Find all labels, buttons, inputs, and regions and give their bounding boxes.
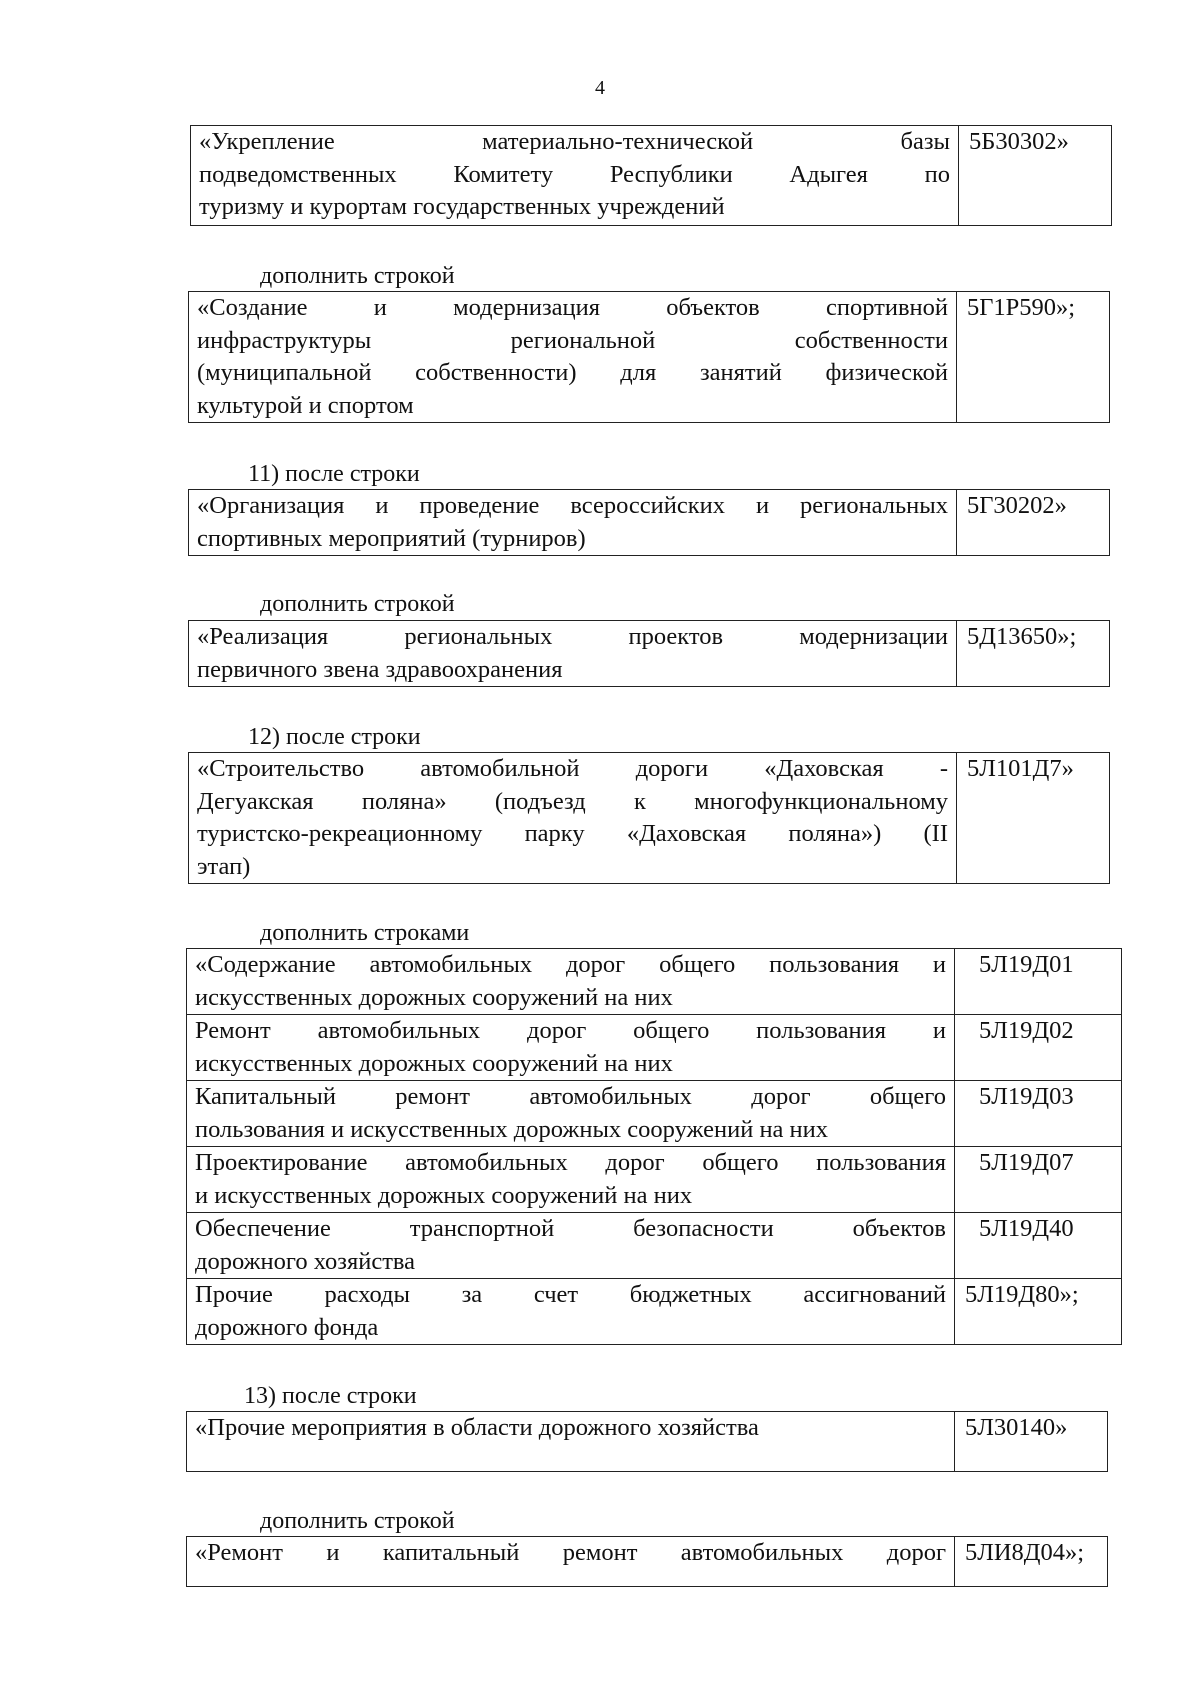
description-line: искусственных дорожных сооружений на них — [195, 983, 673, 1011]
description-cell — [189, 621, 957, 687]
description-line: первичного звена здравоохранения — [197, 655, 563, 683]
code-cell: 5Б30302» — [959, 126, 1112, 226]
section-heading: 12) после строки — [248, 724, 421, 750]
code-cell: 5Л19Д03 — [955, 1081, 1122, 1147]
description-cell — [187, 1081, 955, 1147]
description-line: «Содержание автомобильных дорог общего пользования и — [195, 951, 946, 978]
description-line: культурой и спортом — [197, 391, 414, 419]
table-row — [187, 1213, 1122, 1279]
description-line: «Прочие мероприятия в области дорожного хозяйства — [195, 1414, 759, 1441]
code-cell: 5Д13650»; — [957, 621, 1110, 687]
description-line: Капитальный ремонт автомобильных дорог общего — [195, 1083, 946, 1110]
description-cell — [191, 126, 959, 226]
code-cell: 5ЛИ8Д04»; — [955, 1537, 1108, 1587]
description-line: «Ремонт и капитальный ремонт автомобильных дорог — [195, 1539, 946, 1566]
description-cell — [189, 292, 957, 423]
description-cell — [187, 1213, 955, 1279]
code-cell: 5Г30202» — [957, 490, 1110, 556]
description-line: «Реализация региональных проектов модернизации — [197, 623, 948, 650]
description-line: искусственных дорожных сооружений на них — [195, 1049, 673, 1077]
description-line: «Строительство автомобильной дороги «Даховская - — [197, 755, 948, 782]
table-row — [189, 490, 1110, 556]
description-cell — [189, 753, 957, 884]
section-heading: дополнить строкой — [260, 263, 455, 289]
code-cell: 5Л101Д7» — [957, 753, 1110, 884]
description-line: «Организация и проведение всероссийских и региональных — [197, 492, 948, 519]
description-line: и искусственных дорожных сооружений на них — [195, 1181, 693, 1209]
description-line: инфраструктуры региональной собственности — [197, 326, 948, 354]
description-line: Прочие расходы за счет бюджетных ассигнований — [195, 1281, 946, 1308]
description-line: (муниципальной собственности) для занятий физической — [197, 359, 948, 386]
description-line: Дегуакская поляна» (подъезд к многофункциональному — [197, 787, 948, 815]
description-cell — [187, 1015, 955, 1081]
table-row — [189, 621, 1110, 687]
description-line: Проектирование автомобильных дорог общего пользования — [195, 1149, 946, 1176]
code-cell: 5Г1Р590»; — [957, 292, 1110, 423]
description-line: туристско-рекреационному парку «Даховская поляна») (II — [197, 820, 948, 847]
table-row — [187, 1412, 1108, 1472]
section-heading: 11) после строки — [248, 461, 420, 487]
section-heading: дополнить строкой — [260, 591, 455, 617]
code-table-4 — [188, 620, 1110, 687]
description-line: этап) — [197, 852, 251, 880]
code-table-5 — [188, 752, 1110, 884]
section-heading: дополнить строкой — [260, 1508, 455, 1534]
section-heading: дополнить строками — [260, 920, 470, 946]
code-cell: 5Л30140» — [955, 1412, 1108, 1472]
code-table-1 — [190, 125, 1112, 226]
table-row — [187, 949, 1122, 1015]
code-cell: 5Л19Д02 — [955, 1015, 1122, 1081]
description-line: «Укрепление материально-технической базы — [199, 128, 950, 155]
description-cell — [187, 949, 955, 1015]
code-cell: 5Л19Д07 — [955, 1147, 1122, 1213]
table-row — [187, 1537, 1108, 1587]
description-line: подведомственных Комитету Республики Адыгея по — [199, 160, 950, 188]
table-row — [187, 1147, 1122, 1213]
description-line: спортивных мероприятий (турниров) — [197, 524, 586, 552]
code-cell: 5Л19Д40 — [955, 1213, 1122, 1279]
code-table-8 — [186, 1536, 1108, 1587]
description-cell — [189, 490, 957, 556]
description-line: туризму и курортам государственных учреждений — [199, 193, 725, 220]
table-row — [191, 126, 1112, 226]
table-row — [189, 292, 1110, 423]
code-table-2 — [188, 291, 1110, 423]
code-table-6 — [186, 948, 1122, 1345]
page-number: 4 — [595, 77, 605, 99]
description-line: Обеспечение транспортной безопасности объектов — [195, 1215, 946, 1242]
description-line: Ремонт автомобильных дорог общего пользования и — [195, 1017, 946, 1044]
code-cell: 5Л19Д01 — [955, 949, 1122, 1015]
table-row — [187, 1081, 1122, 1147]
description-line: дорожного фонда — [195, 1313, 379, 1341]
table-row — [187, 1015, 1122, 1081]
section-heading: 13) после строки — [244, 1383, 417, 1409]
description-line: пользования и искусственных дорожных сооружений на них — [195, 1115, 829, 1143]
description-line: дорожного хозяйства — [195, 1247, 416, 1275]
description-cell — [187, 1537, 955, 1587]
table-row — [189, 753, 1110, 884]
description-cell — [187, 1147, 955, 1213]
code-cell: 5Л19Д80»; — [955, 1279, 1122, 1345]
description-line: «Создание и модернизация объектов спортивной — [197, 294, 948, 321]
table-row — [187, 1279, 1122, 1345]
code-table-7 — [186, 1411, 1108, 1472]
description-cell — [187, 1279, 955, 1345]
description-cell — [187, 1412, 955, 1472]
code-table-3 — [188, 489, 1110, 556]
